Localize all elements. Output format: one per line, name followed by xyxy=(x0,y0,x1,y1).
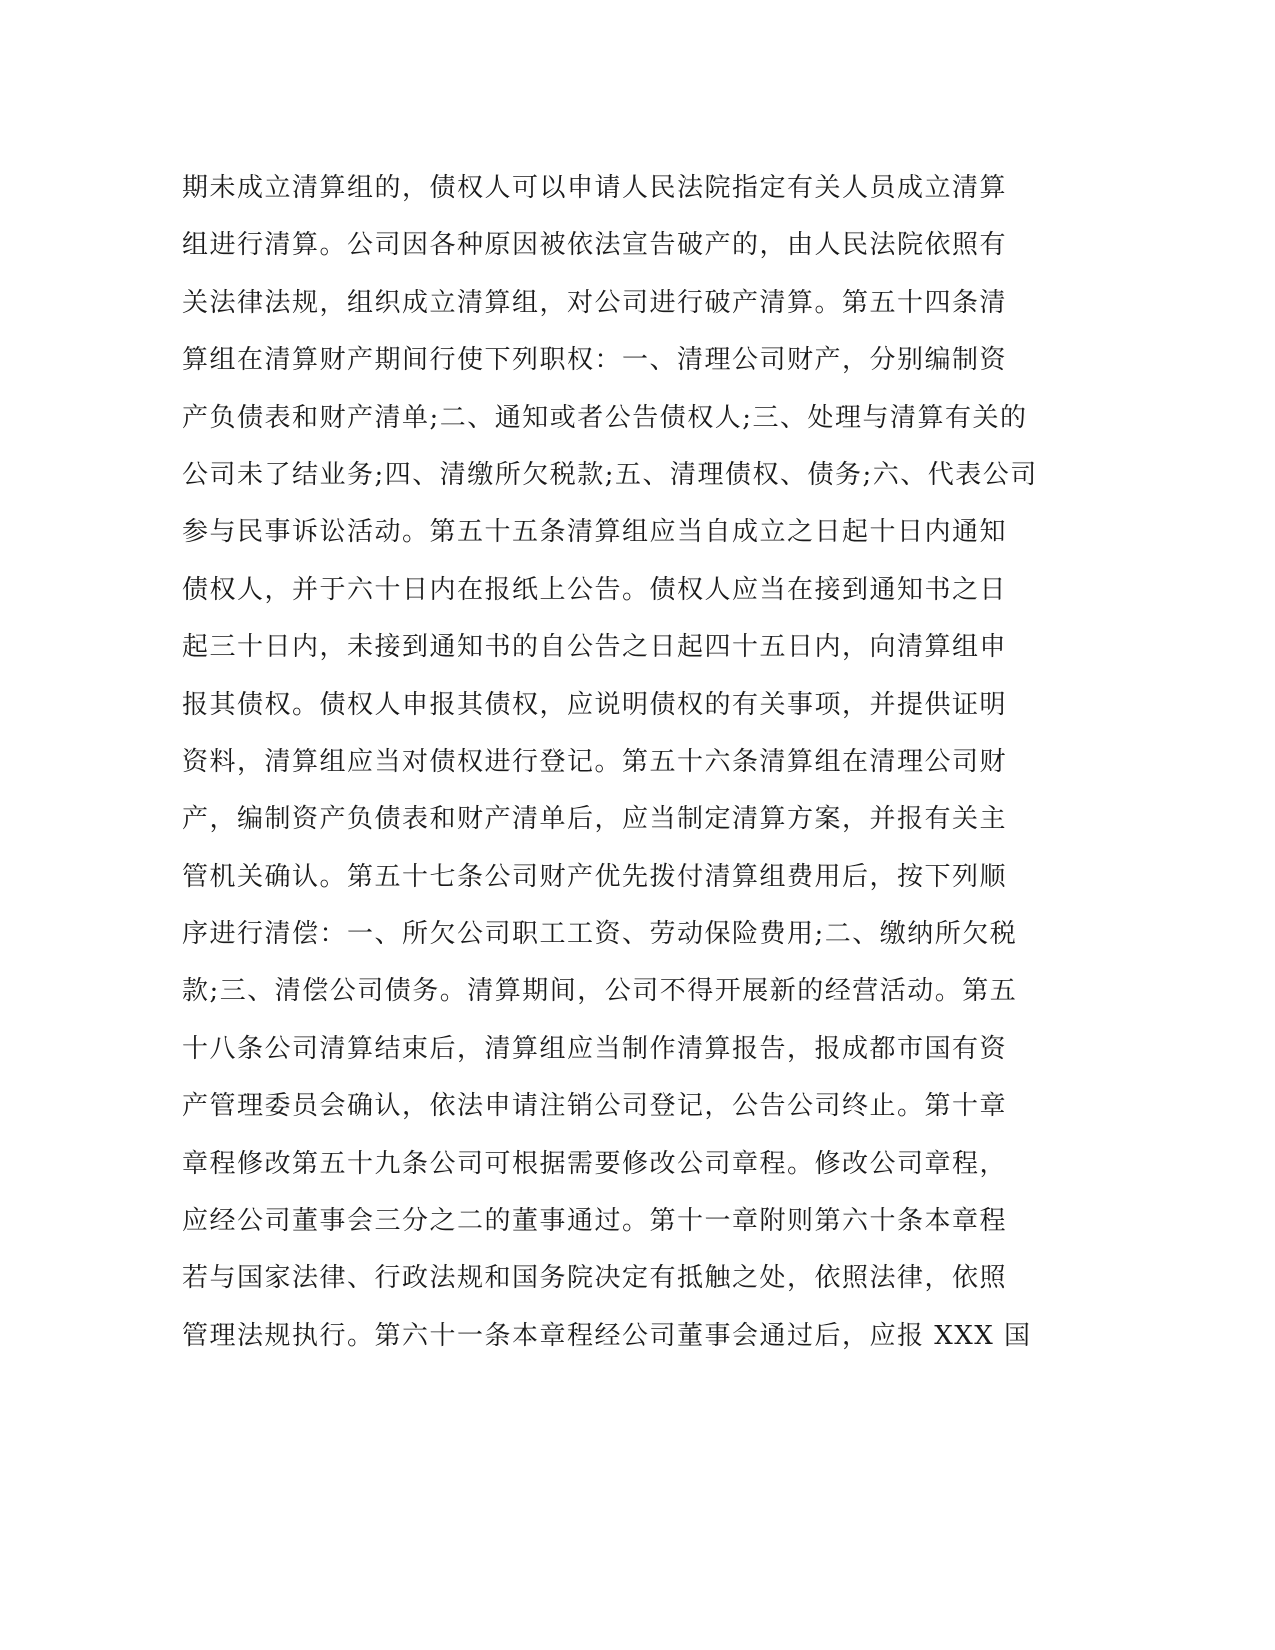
text-line: 产管理委员会确认，依法申请注销公司登记，公告公司终止。第十章 xyxy=(182,1091,1008,1122)
text-line: 管机关确认。第五十七条公司财产优先拨付清算组费用后，按下列顺 xyxy=(182,861,1008,892)
text-line: 款;三、清偿公司债务。清算期间，公司不得开展新的经营活动。第五 xyxy=(182,976,1018,1007)
text-line: 序进行清偿：一、所欠公司职工工资、劳动保险费用;二、缴纳所欠税 xyxy=(182,919,1018,950)
body-text xyxy=(182,160,1062,1365)
text-line: 十八条公司清算结束后，清算组应当制作清算报告，报成都市国有资 xyxy=(182,1033,1008,1064)
text-line: 参与民事诉讼活动。第五十五条清算组应当自成立之日起十日内通知 xyxy=(182,517,1008,548)
text-line: 资料，清算组应当对债权进行登记。第五十六条清算组在清理公司财 xyxy=(182,746,1008,777)
text-line: 算组在清算财产期间行使下列职权：一、清理公司财产，分别编制资 xyxy=(182,345,1008,376)
text-line: 起三十日内，未接到通知书的自公告之日起四十五日内，向清算组申 xyxy=(182,632,1008,663)
text-line: 报其债权。债权人申报其债权，应说明债权的有关事项，并提供证明 xyxy=(182,689,1008,720)
text-line: 产，编制资产负债表和财产清单后，应当制定清算方案，并报有关主 xyxy=(182,804,1008,835)
text-line: 债权人，并于六十日内在报纸上公告。债权人应当在接到通知书之日 xyxy=(182,574,1008,605)
text-line: 组进行清算。公司因各种原因被依法宣告破产的，由人民法院依照有 xyxy=(182,230,1008,261)
text-line: 公司未了结业务;四、清缴所欠税款;五、清理债权、债务;六、代表公司 xyxy=(182,459,1038,490)
text-line: 应经公司董事会三分之二的董事通过。第十一章附则第六十条本章程 xyxy=(182,1206,1008,1237)
text-line: 关法律法规，组织成立清算组，对公司进行破产清算。第五十四条清 xyxy=(182,287,1008,318)
text-line: 章程修改第五十九条公司可根据需要修改公司章程。修改公司章程， xyxy=(182,1148,1008,1179)
text-line: 产负债表和财产清单;二、通知或者公告债权人;三、处理与清算有关的 xyxy=(182,402,1028,433)
text-line: 若与国家法律、行政法规和国务院决定有抵触之处，依照法律，依照 xyxy=(182,1263,1008,1294)
text-line: 期未成立清算组的，债权人可以申请人民法院指定有关人员成立清算 xyxy=(182,173,1008,203)
text-line: 管理法规执行。第六十一条本章程经公司董事会通过后，应报 XXX 国 xyxy=(182,1320,1032,1351)
